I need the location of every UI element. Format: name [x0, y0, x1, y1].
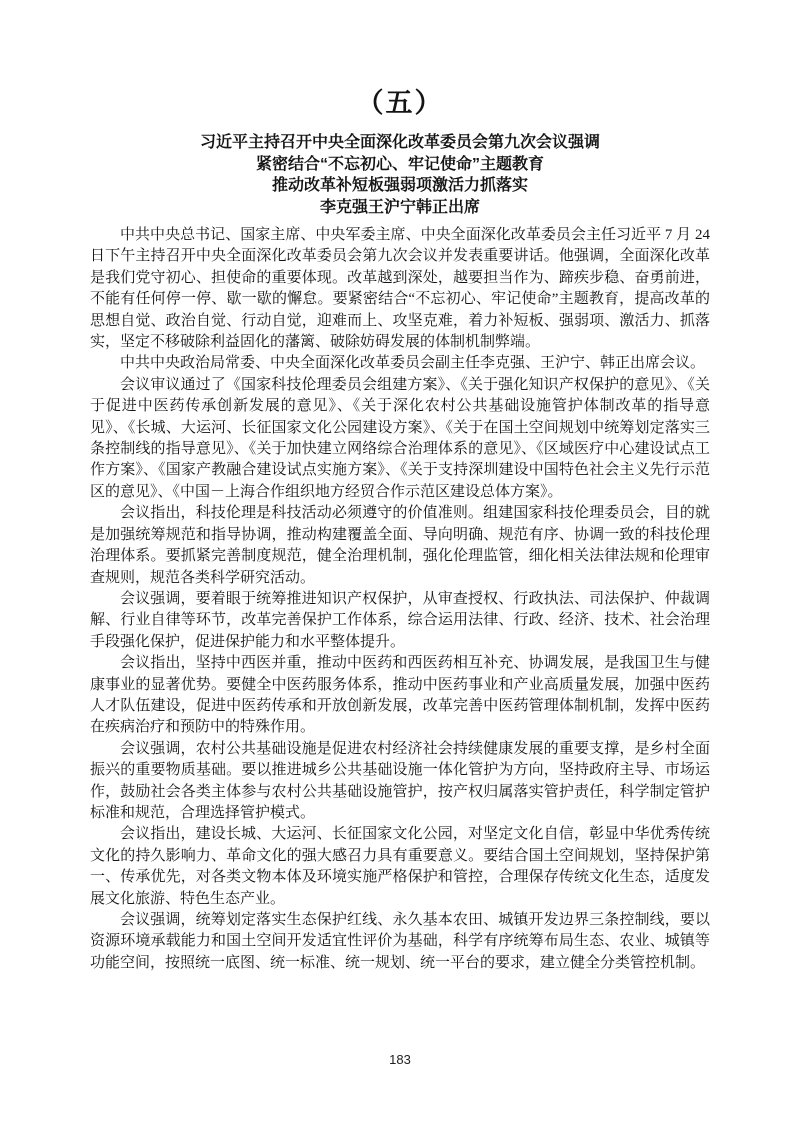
- title-line-1: 习近平主持召开中央全面深化改革委员会第九次会议强调: [199, 134, 600, 151]
- paragraph-2: 中共中央政治局常委、中央全面深化改革委员会副主任李克强、王沪宁、韩正出席会议。: [120, 355, 706, 372]
- body-text: [90, 225, 710, 974]
- page-number: 183: [389, 1052, 411, 1067]
- title-line-2: 紧密结合“不忘初心、牢记使命”主题教育: [255, 155, 544, 173]
- paragraph-4: 会议指出，科技伦理是科技活动必须遵守的价值准则。组建国家科技伦理委员会，目的就是加强统筹规范和指导协调，推动构建覆盖全面、导向明确、规范有序、协调一致的科技伦理治理体系。要抓紧完善制度规范，健全治理机制，强化伦理监管，细化相关法律法规和伦理审查规则，规范各类科学研究活动。: [90, 505, 710, 586]
- title-line-4: 李克强王沪宁韩正出席: [319, 198, 480, 216]
- section-number: （五）: [356, 88, 444, 118]
- paragraph-9: 会议强调，统筹划定落实生态保护红线、永久基本农田、城镇开发边界三条控制线，要以资源环境承载能力和国土空间开发适宜性评价为基础，科学有序统筹布局生态、农业、城镇等功能空间，按照统一底图、统一标准、统一规划、统一平台的要求，建立健全分类管控机制。: [90, 912, 710, 971]
- paragraph-1: 中共中央总书记、国家主席、中央军委主席、中央全面深化改革委员会主任习近平 7 月 24 日下午主持召开中央全面深化改革委员会第九次会议并发表重要讲话。他强调，全面深化改革是我们党守初心、担使命的重要体现。改革越到深处，越要担当作为、蹄疾步稳、奋勇前进，不能有任何停一停、歇一歇的懈怠。要紧密结合“不忘初心、牢记使命”主题教育，提高改革的思想自觉、政治自觉、行动自觉，迎难而上、攻坚克难，着力补短板、强弱项、激活力、抓落实，坚定不移破除利益固化的藩篱、破除妨碍发展的体制机制弊端。: [90, 227, 710, 351]
- paragraph-6: 会议指出，坚持中西医并重，推动中医药和西医药相互补充、协调发展，是我国卫生与健康事业的显著优势。要健全中医药服务体系，推动中医药事业和产业高质量发展，加强中医药人才队伍建设，促进中医药传承和开放创新发展，改革完善中医药管理体制机制，发挥中医药在疾病治疗和预防中的特殊作用。: [90, 655, 710, 736]
- paragraph-8: 会议指出，建设长城、大运河、长征国家文化公园，对坚定文化自信，彰显中华优秀传统文化的持久影响力、革命文化的强大感召力具有重要意义。要结合国土空间规划，坚持保护第一、传承优先，对各类文物本体及环境实施严格保护和管控，合理保存传统文化生态，适度发展文化旅游、特色生态产业。: [90, 826, 710, 907]
- paragraph-7: 会议强调，农村公共基础设施是促进农村经济社会持续健康发展的重要支撑，是乡村全面振兴的重要物质基础。要以推进城乡公共基础设施一体化管护为方向，坚持政府主导、市场运作，鼓励社会各类主体参与农村公共基础设施管护，按产权归属落实管护责任，科学制定管护标准和规范，合理选择管护模式。: [90, 740, 710, 821]
- title-block: [90, 132, 710, 218]
- title-line-3: 推动改革补短板强弱项激活力抓落实: [271, 177, 528, 194]
- paragraph-3: 会议审议通过了《国家科技伦理委员会组建方案》、《关于强化知识产权保护的意见》、《关于促进中医药传承创新发展的意见》、《关于深化农村公共基础设施管护体制改革的指导意见》、《长城、大运河、长征国家文化公园建设方案》、《关于在国土空间规划中统筹划定落实三条控制线的指导意见》、《关于加快建立网络综合治理体系的意见》、《区域医疗中心建设试点工作方案》、《国家产教融合建设试点实施方案》、《关于支持深圳建设中国特色社会主义先行示范区的意见》、《中国－上海合作组织地方经贸合作示范区建设总体方案》。: [90, 376, 710, 500]
- paragraph-5: 会议强调，要着眼于统筹推进知识产权保护，从审查授权、行政执法、司法保护、仲裁调解、行业自律等环节，改革完善保护工作体系，综合运用法律、行政、经济、技术、社会治理手段强化保护，促进保护能力和水平整体提升。: [90, 590, 710, 650]
